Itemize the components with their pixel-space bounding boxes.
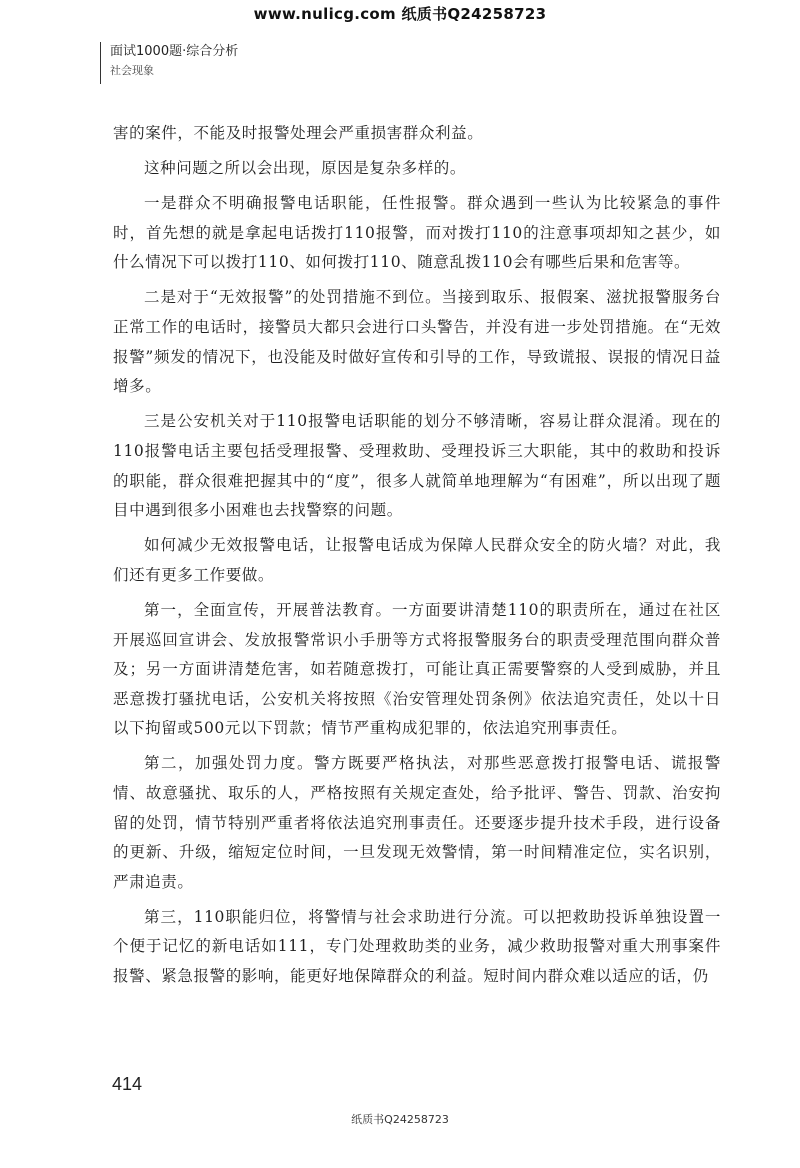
bottom-watermark: 纸质书Q24258723 [351,1113,449,1126]
paragraph: 一是群众不明确报警电话职能，任性报警。群众遇到一些认为比较紧急的事件时，首先想的就是拿起电话拨打110报警，而对拨打110的注意事项却知之甚少，如什么情况下可以拨打110、如何拨打110、随意乱拨110会有哪些后果和危害等。 [113,194,721,272]
paragraph: 这种问题之所以会出现，原因是复杂多样的。 [144,159,467,178]
paragraph: 第三，110职能归位，将警情与社会求助进行分流。可以把救助投诉单独设置一个便于记忆的新电话如111，专门处理救助类的业务，减少救助报警对重大刑事案件报警、紧急报警的影响，能更好地保障群众的利益。短时间内群众难以适应的话，仍 [113,907,721,986]
page-number: 414 [112,1074,143,1094]
running-head [100,42,238,84]
paragraph: 如何减少无效报警电话，让报警电话成为保障人民群众安全的防火墙？对此，我们还有更多工作要做。 [113,536,721,584]
body-text [113,119,721,997]
section-title: 社会现象 [110,64,154,77]
paragraph: 第二，加强处罚力度。警方既要严格执法，对那些恶意拨打报警电话、谎报警情、故意骚扰、取乐的人，严格按照有关规定查处，给予批评、警告、罚款、治安拘留的处罚，情节特别严重者将依法追究刑事责任。还要逐步提升技术手段，进行设备的更新、升级，缩短定位时间，一旦发现无效警情，第一时间精准定位，实名识别，严肃追责。 [113,754,721,891]
paragraph: 三是公安机关对于110报警电话职能的划分不够清晰，容易让群众混淆。现在的110报警电话主要包括受理报警、受理救助、受理投诉三大职能，其中的救助和投诉的职能，群众很难把握其中的“度”，很多人就简单地理解为“有困难”，所以出现了题目中遇到很多小困难也去找警察的问题。 [113,412,721,520]
top-watermark: www.nulicg.com 纸质书Q24258723 [253,5,547,23]
book-title: 面试1000题·综合分析 [110,44,239,59]
paragraph: 二是对于“无效报警”的处罚措施不到位。当接到取乐、报假案、滋扰报警服务台正常工作的电话时，接警员大都只会进行口头警告，并没有进一步处罚措施。在“无效报警”频发的情况下，也没能及时做好宣传和引导的工作，导致谎报、误报的情况日益增多。 [113,288,721,396]
paragraph-continued: 害的案件，不能及时报警处理会严重损害群众利益。 [113,124,484,142]
paragraph: 第一，全面宣传，开展普法教育。一方面要讲清楚110的职责所在，通过在社区开展巡回宣讲会、发放报警常识小手册等方式将报警服务台的职责受理范围向群众普及；另一方面讲清楚危害，如若随意拨打，可能让真正需要警察的人受到威胁，并且恶意拨打骚扰电话，公安机关将按照《治安管理处罚条例》依法追究责任，处以十日以下拘留或500元以下罚款；情节严重构成犯罪的，依法追究刑事责任。 [113,600,721,738]
